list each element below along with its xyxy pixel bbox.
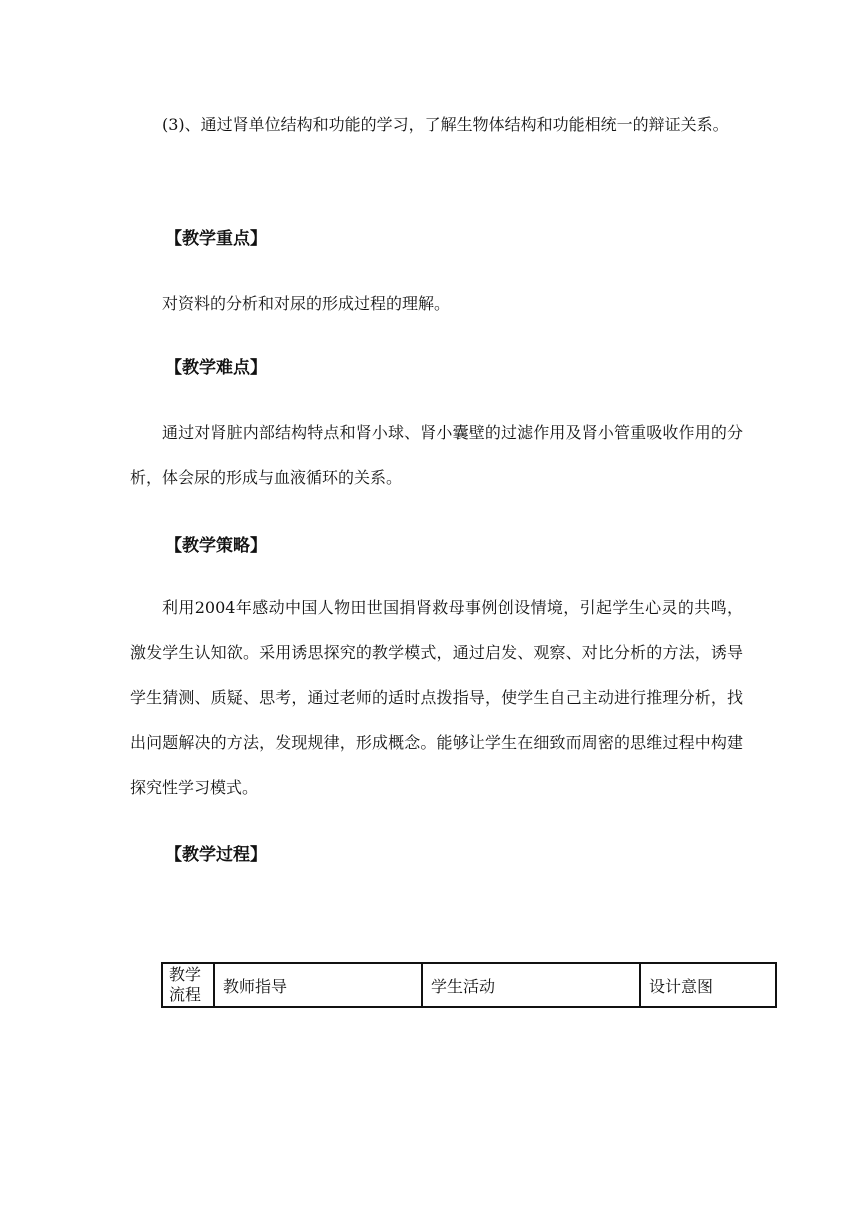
- objective-paragraph: (3)、通过肾单位结构和功能的学习，了解生物体结构和功能相统一的辩证关系。: [162, 115, 729, 134]
- header-cell-intent: 设计意图: [640, 963, 776, 1007]
- strategy-text: 利用2004年感动中国人物田世国捐肾救母事例创设情境，引起学生心灵的共鸣，激发学生认知欲。采用诱思探究的教学模式，通过启发、观察、对比分析的方法，诱导学生猜测、质疑、思考，通过老师的适时点拨指导，使学生自己主动进行推理分析，找出问题解决的方法，发现规律，形成概念。能够让学生在细致而周密的思维过程中构建探究性学习模式。: [130, 598, 743, 797]
- heading-key-points: 【教学重点】: [165, 229, 267, 249]
- heading-process: 【教学过程】: [165, 845, 267, 865]
- heading-strategy: 【教学策略】: [165, 536, 267, 556]
- key-points-text: 对资料的分析和对尿的形成过程的理解。: [162, 294, 451, 313]
- difficulties-text: 通过对肾脏内部结构特点和肾小球、肾小囊壁的过滤作用及肾小管重吸收作用的分析，体会尿的形成与血液循环的关系。: [130, 423, 743, 487]
- heading-difficulties: 【教学难点】: [165, 358, 267, 378]
- header-cell-flow: 教学流程: [162, 963, 214, 1007]
- table-header-row: [162, 963, 776, 1007]
- header-cell-student: 学生活动: [422, 963, 640, 1007]
- teaching-process-table: [161, 962, 777, 1008]
- header-cell-teacher: 教师指导: [214, 963, 422, 1007]
